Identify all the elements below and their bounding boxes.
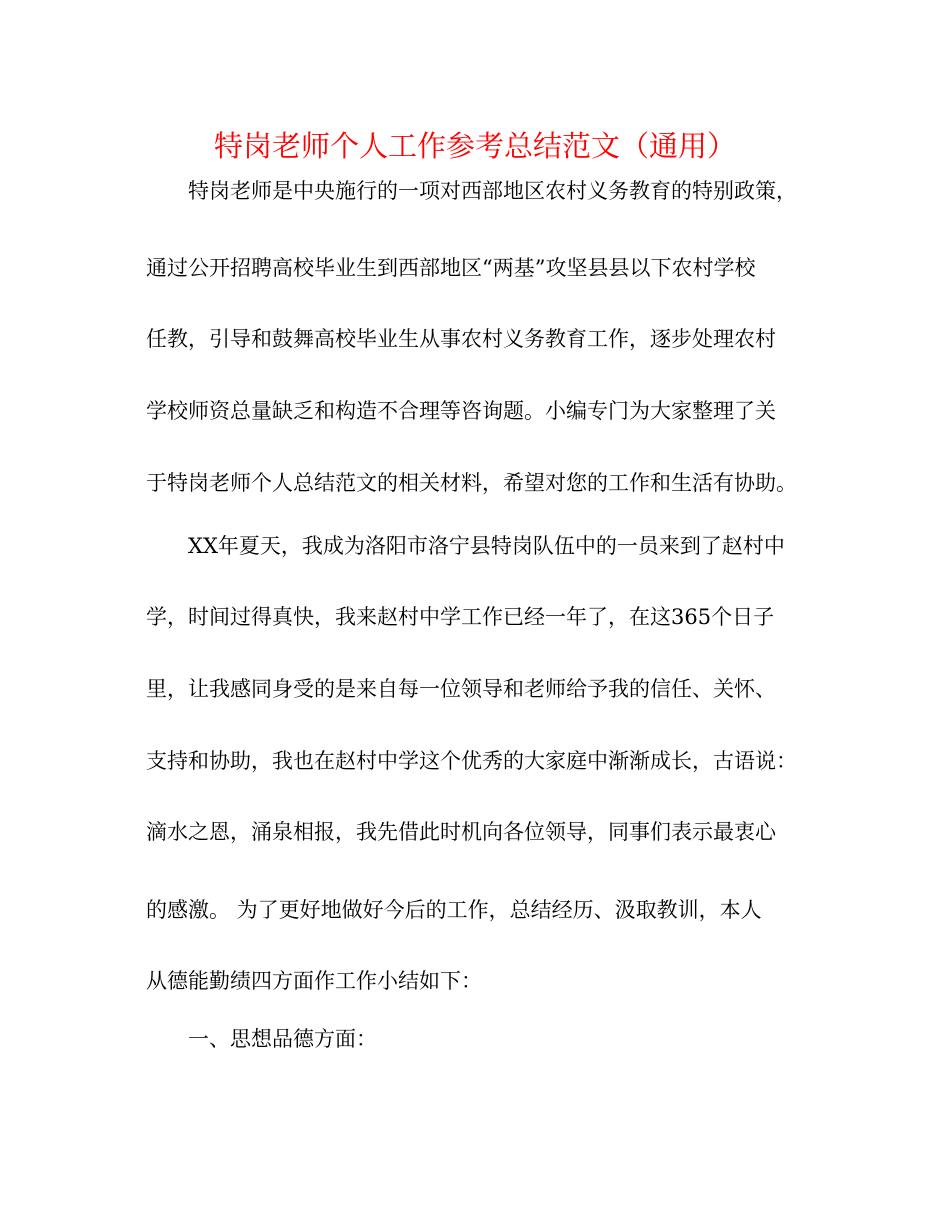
paragraph-line: 学，时间过得真快，我来赵村中学工作已经一年了，在这365个日子 — [146, 605, 775, 629]
paragraph-line: 学校师资总量缺乏和构造不合理等咨询题。小编专门为大家整理了关 — [146, 399, 776, 423]
document-title: 特岗老师个人工作参考总结范文（通用） — [213, 129, 736, 163]
section-heading: 一、思想品德方面： — [188, 1027, 377, 1051]
paragraph-line: 于特岗老师个人总结范文的相关材料，希望对您的工作和生活有协助。 — [146, 471, 797, 495]
paragraph-line: 里，让我感同身受的是来自每一位领导和老师给予我的信任、关怀、 — [146, 677, 776, 701]
paragraph-line: 从德能勤绩四方面作工作小结如下： — [146, 969, 482, 993]
paragraph-line: 特岗老师是中央施行的一项对西部地区农村义务教育的特别政策， — [188, 179, 797, 203]
paragraph-line: 的感激。 为了更好地做好今后的工作，总结经历、汲取教训，本人 — [146, 898, 762, 922]
paragraph-line: 通过公开招聘高校毕业生到西部地区“两基”攻坚县县以下农村学校 — [146, 256, 756, 280]
paragraph-line: XX年夏天，我成为洛阳市洛宁县特岗队伍中的一员来到了赵村中 — [188, 534, 785, 558]
paragraph-line: 滴水之恩，涌泉相报，我先借此时机向各位领导，同事们表示最衷心 — [146, 820, 776, 844]
paragraph-line: 任教，引导和鼓舞高校毕业生从事农村义务教育工作，逐步处理农村 — [146, 327, 776, 351]
paragraph-line: 支持和协助，我也在赵村中学这个优秀的大家庭中渐渐成长，古语说： — [146, 749, 797, 773]
